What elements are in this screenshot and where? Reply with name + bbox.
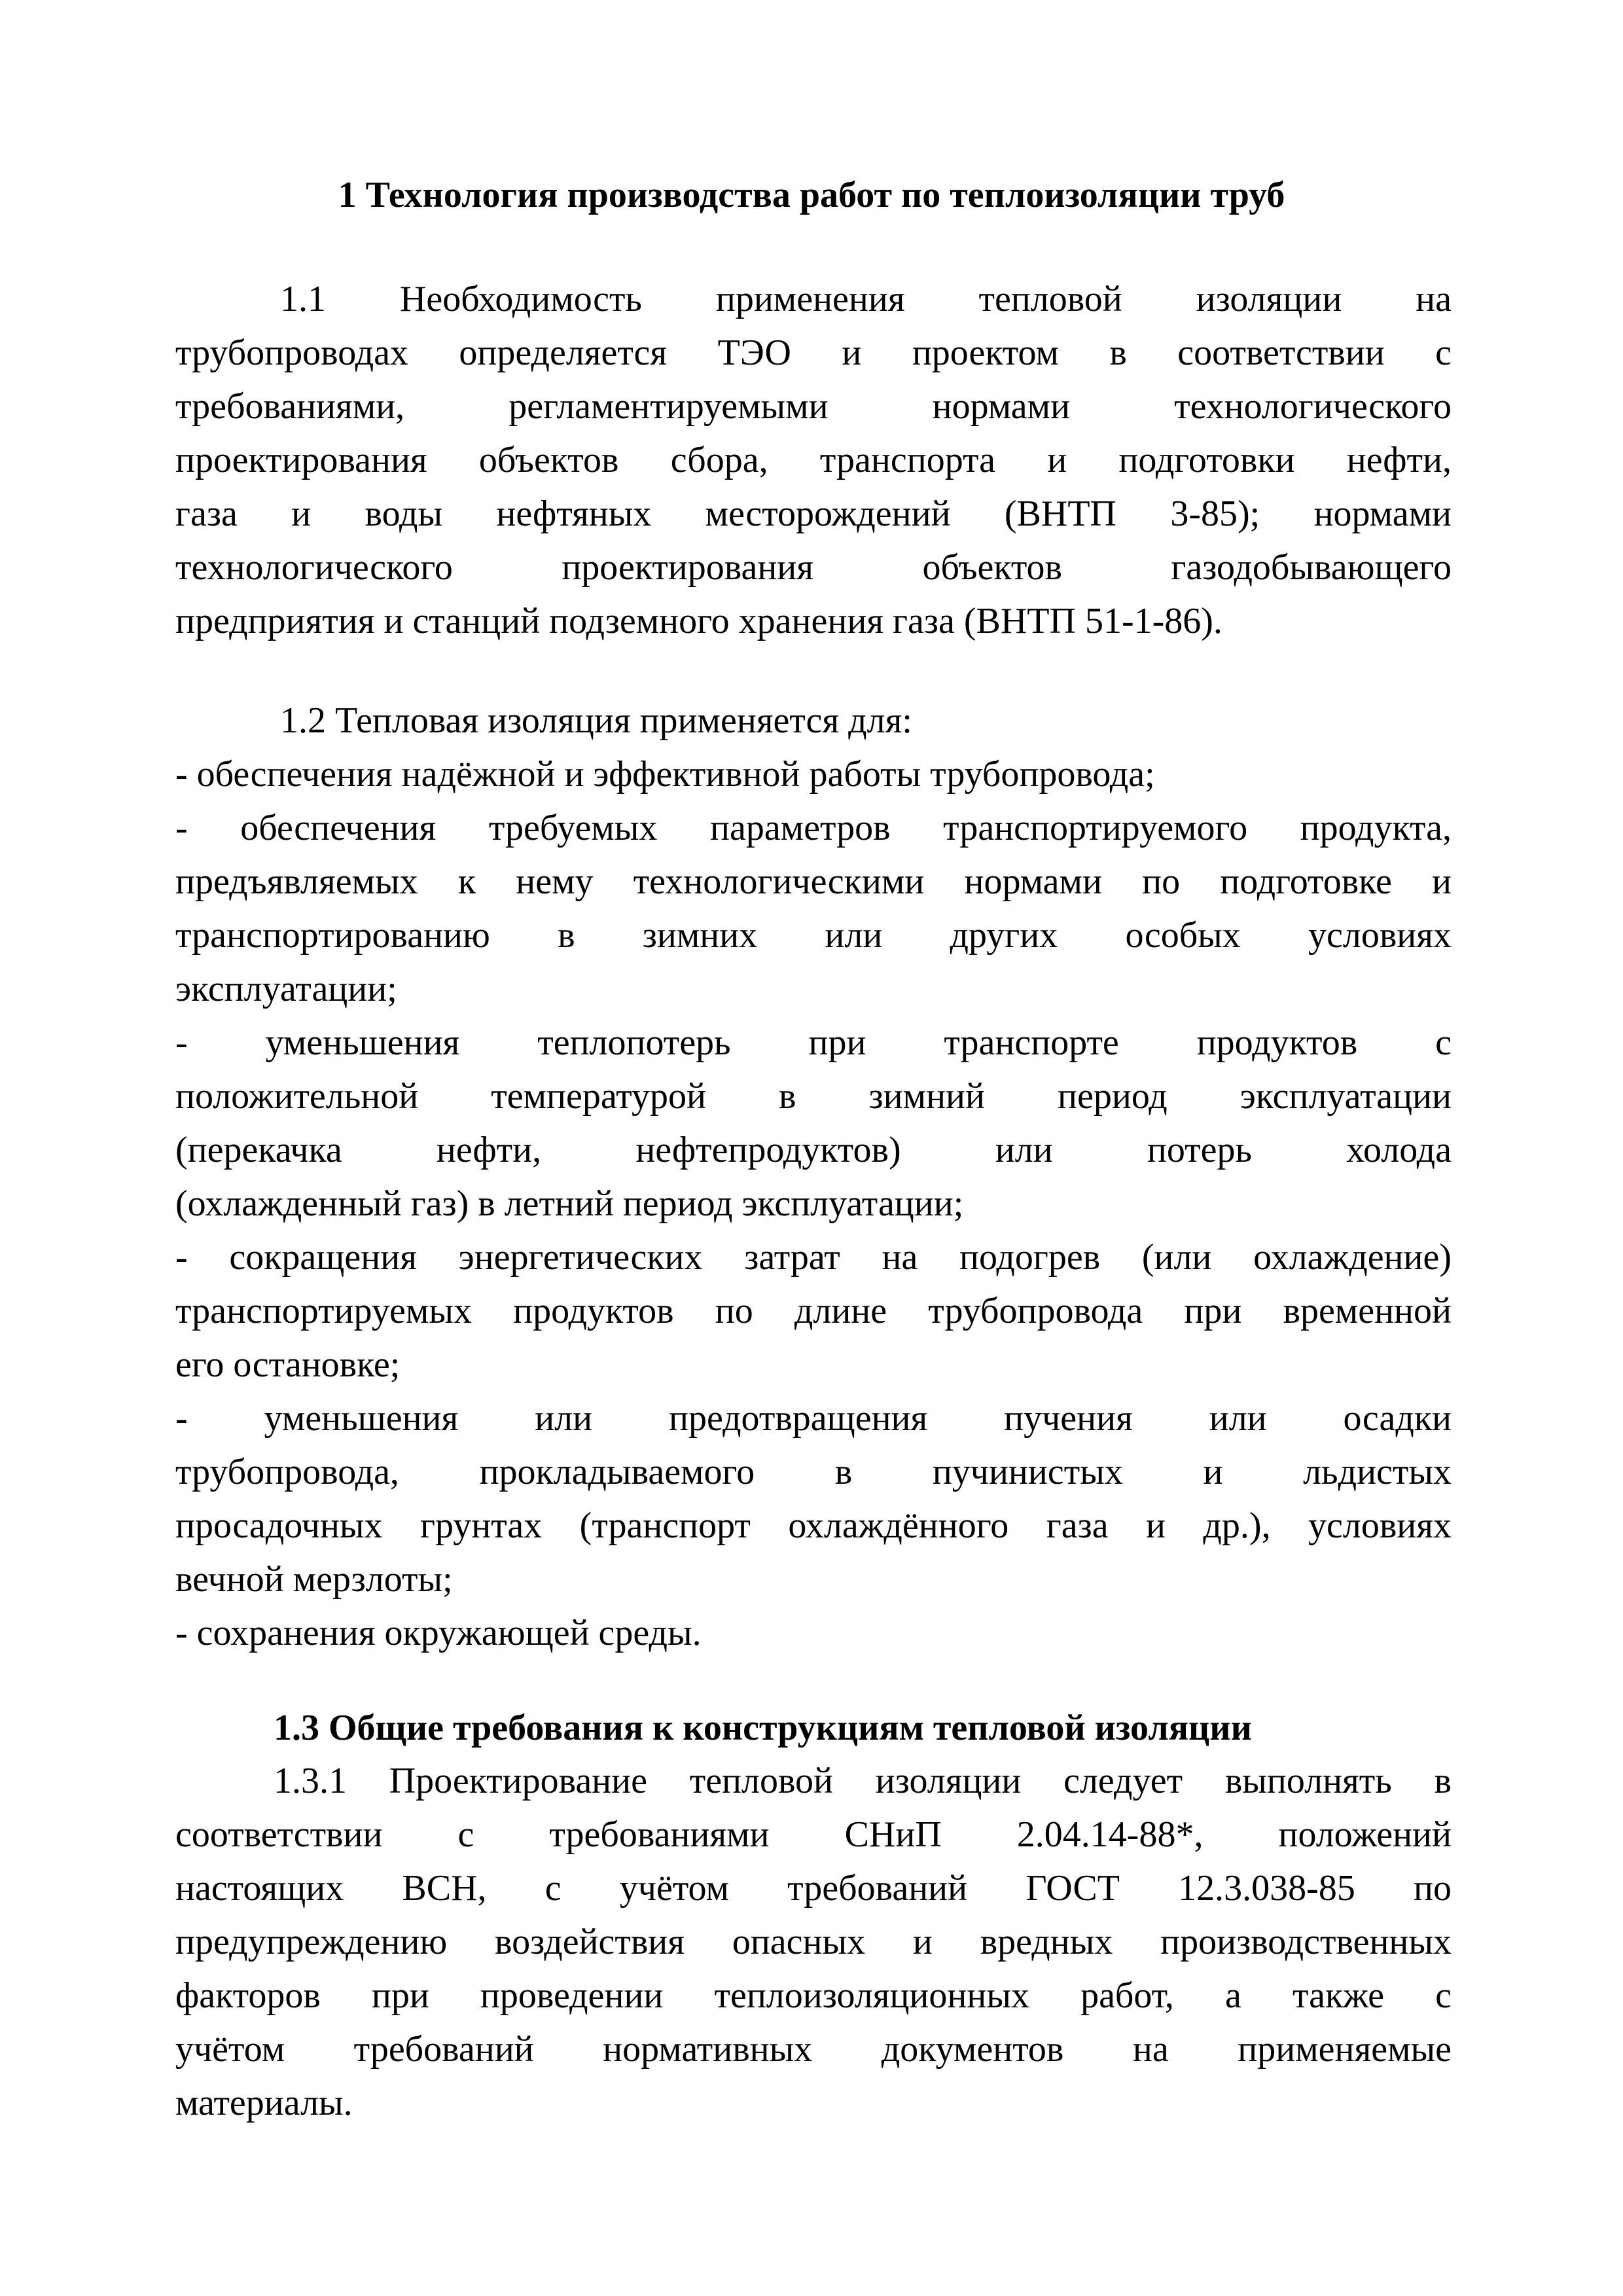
text-line: настоящих ВСН, с учётом требований ГОСТ 12.3.038-85 по (175, 1868, 1452, 1909)
text-line: трубопровода, прокладываемого в пучинистых и льдистых (175, 1452, 1452, 1492)
text-line: технологического проектирования объектов газодобывающего (175, 547, 1452, 588)
paragraph-1-3-1 (175, 1754, 1452, 2130)
text-line: транспортируемых продуктов по длине трубопровода при временной (175, 1291, 1452, 1331)
text-line: проектирования объектов сбора, транспорта и подготовки нефти, (175, 440, 1452, 480)
section-heading-1: 1 Технология производства работ по теплоизоляции труб (338, 175, 1285, 215)
list-item: - обеспечения требуемых параметров транспортируемого продукта, (175, 808, 1452, 848)
paragraph-1-1 (175, 272, 1452, 648)
text-line: предупреждению воздействия опасных и вредных производственных (175, 1922, 1452, 1962)
section-heading-1-3: 1.3 Общие требования к конструкциям тепловой изоляции (274, 1708, 1252, 1748)
text-line: соответствии с требованиями СНиП 2.04.14-88*, положений (175, 1814, 1452, 1855)
text-line: транспортированию в зимних или других особых условиях (175, 915, 1452, 956)
text-line: требованиями, регламентируемыми нормами технологического (175, 386, 1452, 427)
text-line: 1.3.1 Проектирование тепловой изоляции следует выполнять в (274, 1761, 1452, 1801)
text-line: предъявляемых к нему технологическими нормами по подготовке и (175, 861, 1452, 902)
text-line: предприятия и станций подземного хранения газа (ВНТП 51-1-86). (175, 601, 1222, 641)
text-line: 1.2 Тепловая изоляция применяется для: (280, 700, 912, 741)
text-line: (охлажденный газ) в летний период эксплуатации; (175, 1183, 964, 1224)
text-line: эксплуатации; (175, 969, 397, 1009)
list-item: - сокращения энергетических затрат на подогрев (или охлаждение) (175, 1237, 1452, 1278)
text-line: просадочных грунтах (транспорт охлаждённого газа и др.), условиях (175, 1505, 1452, 1546)
text-line: учётом требований нормативных документов на применяемые (175, 2029, 1452, 2070)
text-line: 1.1 Необходимость применения тепловой изоляции на (280, 279, 1452, 319)
text-line: материалы. (175, 2083, 353, 2123)
list-item: - обеспечения надёжной и эффективной работы трубопровода; (175, 754, 1155, 795)
text-line: (перекачка нефти, нефтепродуктов) или потерь холода (175, 1130, 1452, 1170)
text-line: положительной температурой в зимний период эксплуатации (175, 1076, 1452, 1117)
list-item: - уменьшения теплопотерь при транспорте продуктов с (175, 1022, 1452, 1063)
paragraph-1-2 (175, 694, 1452, 1660)
text-line: его остановке; (175, 1344, 401, 1385)
text-line: газа и воды нефтяных месторождений (ВНТП 3-85); нормами (175, 493, 1452, 534)
text-line: трубопроводах определяется ТЭО и проектом в соответствии с (175, 332, 1452, 373)
text-line: факторов при проведении теплоизоляционных работ, а также с (175, 1975, 1452, 2016)
list-item: - уменьшения или предотвращения пучения или осадки (175, 1398, 1452, 1439)
list-item: - сохранения окружающей среды. (175, 1613, 702, 1653)
text-line: вечной мерзлоты; (175, 1559, 453, 1600)
